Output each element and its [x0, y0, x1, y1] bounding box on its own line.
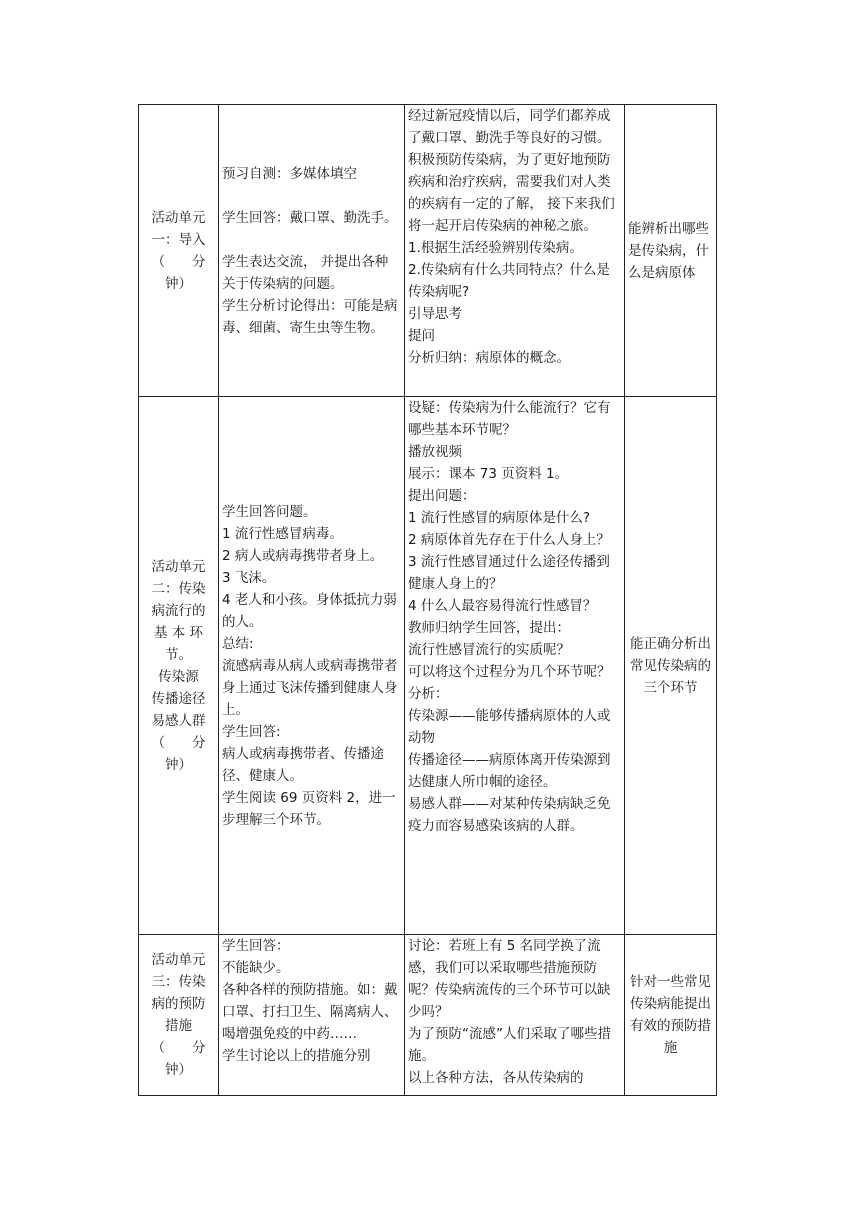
unit-cell: [139, 397, 219, 935]
teacher-line: 提问: [408, 328, 435, 344]
goal-cell: [625, 105, 717, 397]
student-line: 预习自测：多媒体填空: [222, 165, 357, 182]
unit-line: 易感人群: [151, 712, 206, 729]
teacher-line: 流行性感冒流行的实质呢？: [408, 642, 570, 658]
student-line: 学生回答：: [222, 938, 290, 954]
table-row: [139, 105, 717, 397]
teacher-activity-cell: [405, 105, 625, 397]
lesson-plan-table: [138, 104, 717, 1096]
teacher-line: 1 流行性感冒的病原体是什么?: [408, 510, 591, 526]
teacher-line: 可以将这个过程分为几个环节呢？: [408, 664, 611, 680]
teacher-line: 传染源——能够传播病原体的人或动物: [408, 708, 611, 746]
student-line: 学生回答：戴口罩、勤洗手。: [222, 209, 398, 226]
student-line: 3 飞沫。: [222, 569, 276, 586]
teacher-line: 分析归纳：病原体的概念。: [408, 350, 570, 366]
unit-line: 二：传染: [151, 580, 206, 597]
unit-line: 基 本 环: [153, 624, 204, 641]
unit-line: 节。: [165, 646, 192, 663]
student-line: 4 老人和小孩。身体抵抗力弱的人。: [222, 591, 397, 630]
unit-line: 活动单元: [151, 209, 206, 226]
teacher-line: 2.传染病有什么共同特点？什么是传染病呢?: [408, 262, 610, 300]
teacher-line: 提出问题：: [408, 488, 476, 504]
student-line: 学生回答:: [222, 723, 281, 740]
goal-cell: [625, 397, 717, 935]
unit-cell: [139, 935, 219, 1096]
teacher-line: 以上各种方法，各从传染病的: [408, 1070, 584, 1086]
student-line: 学生分析讨论得出：可能是病毒、细菌、寄生虫等生物。: [222, 297, 398, 336]
teacher-line: 3 流行性感冒通过什么途径传播到健康人身上的？: [408, 554, 610, 592]
unit-line: 病的预防: [151, 996, 206, 1012]
unit-line: （ 分: [151, 1040, 206, 1056]
teacher-activity-cell: [405, 397, 625, 935]
teacher-line: 展示：课本 73 页资料 1。: [408, 466, 569, 482]
teacher-activity-cell: [405, 935, 625, 1096]
teacher-line: 4 什么人最容易得流行性感冒？: [408, 598, 597, 614]
table-row: [139, 935, 717, 1096]
student-activity-cell: [219, 105, 405, 397]
unit-line: 一：导入: [151, 231, 206, 248]
goal-text: 针对一些常见传染病能提出有效的预防措施: [630, 974, 711, 1056]
goal-text: 能正确分析出常见传染病的三个环节: [630, 635, 711, 696]
unit-line: 钟）: [165, 275, 192, 292]
goal-cell: [625, 935, 717, 1096]
teacher-line: 设疑：传染病为什么能流行？它有哪些基本环节呢？: [408, 400, 611, 438]
teacher-line: 2 病原体首先存在于什么人身上？: [408, 532, 610, 548]
table-row: [139, 397, 717, 935]
unit-line: 活动单元: [151, 952, 206, 968]
unit-line: 三：传染: [151, 974, 206, 990]
student-line: 学生讨论以上的措施分别: [222, 1048, 371, 1064]
unit-line: 钟）: [165, 756, 192, 773]
unit-line: 措施: [165, 1018, 192, 1034]
teacher-line: 传播途径——病原体离开传染源到达健康人所巾帼的途径。: [408, 752, 611, 790]
student-line: 1 流行性感冒病毒。: [222, 525, 343, 542]
unit-line: 病流行的: [151, 602, 206, 619]
unit-line: 传播途径: [151, 690, 206, 707]
student-line: 各种各样的预防措施。如：戴口罩、打扫卫生、隔离病人、喝增强免疫的中药……: [222, 982, 398, 1042]
unit-line: 活动单元: [151, 558, 206, 575]
student-activity-cell: [219, 935, 405, 1096]
teacher-line: 为了预防“流感”人们采取了哪些措施。: [408, 1026, 611, 1064]
student-line: 病人或病毒携带者、传播途径、健康人。: [222, 745, 384, 784]
student-activity-cell: [219, 397, 405, 935]
goal-text: 能辨析出哪些是传染病，什么是病原体: [628, 220, 709, 281]
student-line: 不能缺少。: [222, 960, 290, 976]
teacher-line: 分析：: [408, 686, 449, 702]
student-line: 学生回答问题。: [222, 503, 317, 520]
teacher-line: 1.根据生活经验辨别传染病。: [408, 240, 583, 256]
student-line: 学生阅读 69 页资料 2，进一步理解三个环节。: [222, 789, 396, 828]
teacher-line: 易感人群——对某种传染病缺乏免疫力而容易感染该病的人群。: [408, 796, 611, 834]
teacher-line: 经过新冠疫情以后，同学们都养成了戴口罩、勤洗手等良好的习惯。积极预防传染病，为了更好地预防疾病和治疗疾病，需要我们对人类的疾病有一定的了解， 接下来我们将一起开启传染病的神秘之旅。: [408, 108, 615, 234]
teacher-line: 播放视频: [408, 444, 462, 460]
teacher-line: 教师归纳学生回答，提出：: [408, 620, 570, 636]
student-line: 2 病人或病毒携带者身上。: [222, 547, 384, 564]
unit-line: 钟）: [165, 1062, 192, 1078]
student-line: 流感病毒从病人或病毒携带者身上通过飞沫传播到健康人身上。: [222, 657, 398, 718]
unit-line: 传染源: [158, 668, 199, 685]
unit-line: （ 分: [151, 253, 206, 270]
teacher-line: 讨论：若班上有 5 名同学换了流感，我们可以采取哪些措施预防呢？传染病流传的三个环节可以缺少吗？: [408, 938, 611, 1020]
student-line: 学生表达交流， 并提出各种关于传染病的问题。: [222, 253, 389, 292]
student-line: 总结:: [222, 635, 254, 652]
unit-line: （ 分: [151, 734, 206, 751]
teacher-line: 引导思考: [408, 306, 462, 322]
unit-cell: [139, 105, 219, 397]
